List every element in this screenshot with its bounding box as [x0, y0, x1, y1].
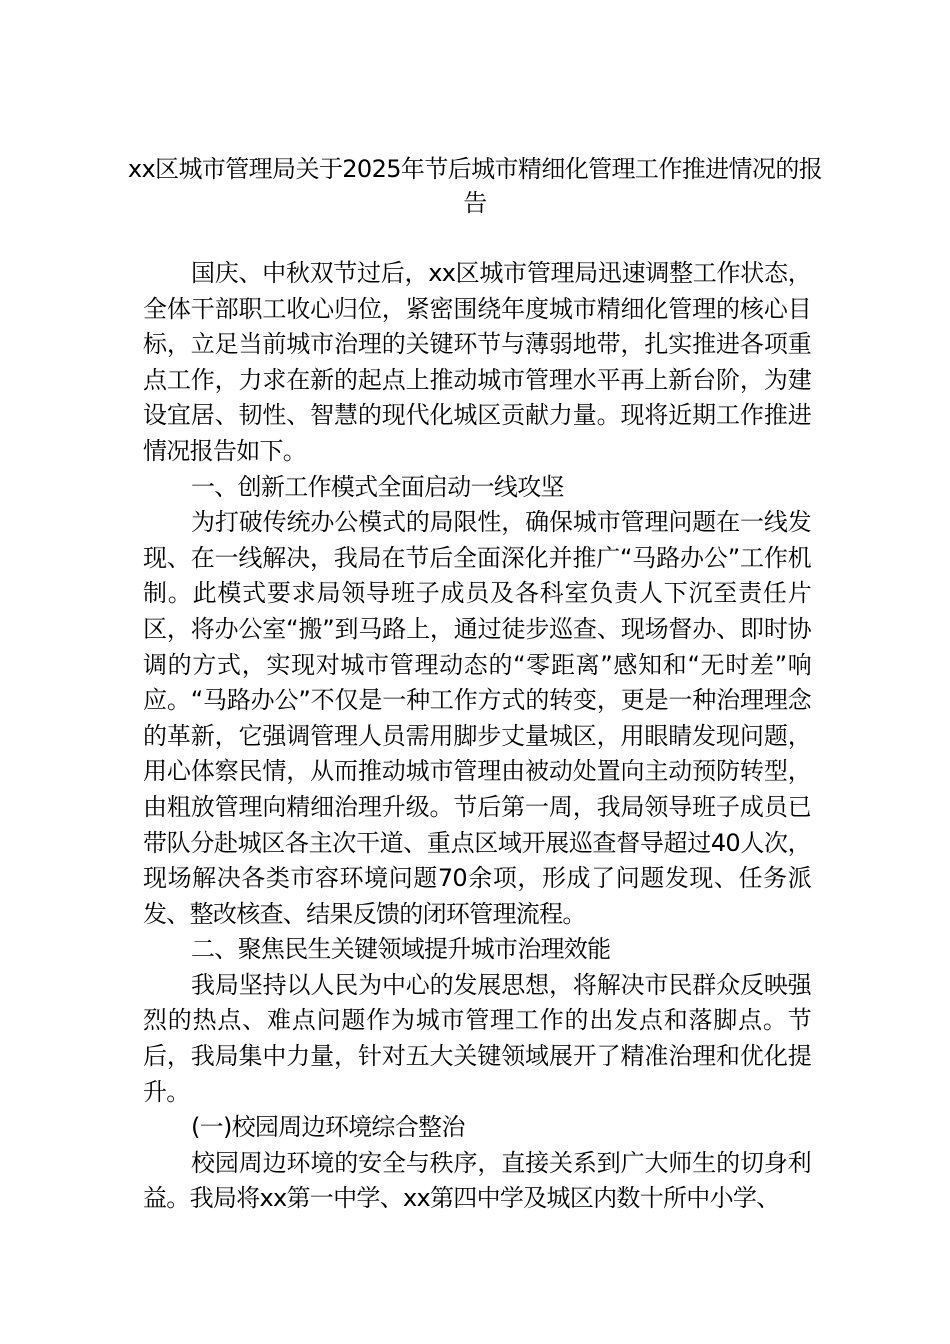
section-1-paragraph: 为打破传统办公模式的局限性，确保城市管理问题在一线发现、在一线解决，我局在节后全面深化并推广“马路办公”工作机制。此模式要求局领导班子成员及各科室负责人下沉至责任片区，将办公室“搬”到马路上，通过徒步巡查、现场督办、即时协调的方式，实现对城市管理动态的“零距离”感知和“无时差”响应。“马路办公”不仅是一种工作方式的转变，更是一种治理理念的革新，它强调管理人员需用脚步丈量城区，用眼睛发现问题，用心体察民情，从而推动城市管理由被动处置向主动预防转型，由粗放管理向精细治理升级。节后第一周，我局领导班子成员已带队分赴城区各主次干道、重点区域开展巡查督导超过40人次，现场解决各类市容环境问题70余项，形成了问题发现、任务派发、整改核查、结果反馈的闭环管理流程。 — [143, 508, 811, 928]
section-2-paragraph: 我局坚持以人民为中心的发展思想，将解决市民群众反映强烈的热点、难点问题作为城市管理工作的出发点和落脚点。节后，我局集中力量，针对五大关键领域展开了精准治理和优化提升。 — [143, 970, 811, 1106]
section-heading-1: 一、创新工作模式全面启动一线攻坚 — [191, 472, 564, 501]
document-title: xx区城市管理局关于2025年节后城市精细化管理工作推进情况的报告 — [127, 155, 823, 217]
subsection-1-paragraph: 校园周边环境的安全与秩序，直接关系到广大师生的切身利益。我局将xx第一中学、xx第四中学及城区内数十所中小学、 — [143, 1148, 811, 1213]
section-heading-2: 二、聚焦民生关键领域提升城市治理效能 — [191, 935, 611, 964]
document-body — [143, 256, 811, 1217]
subsection-heading-1: (一)校园周边环境综合整治 — [191, 1113, 465, 1142]
intro-paragraph: 国庆、中秋双节过后，xx区城市管理局迅速调整工作状态，全体干部职工收心归位，紧密围绕年度城市精细化管理的核心目标，立足当前城市治理的关键环节与薄弱地带，扎实推进各项重点工作，力求在新的起点上推动城市管理水平再上新台阶，为建设宜居、韧性、智慧的现代化城区贡献力量。现将近期工作推进情况报告如下。 — [143, 259, 811, 465]
